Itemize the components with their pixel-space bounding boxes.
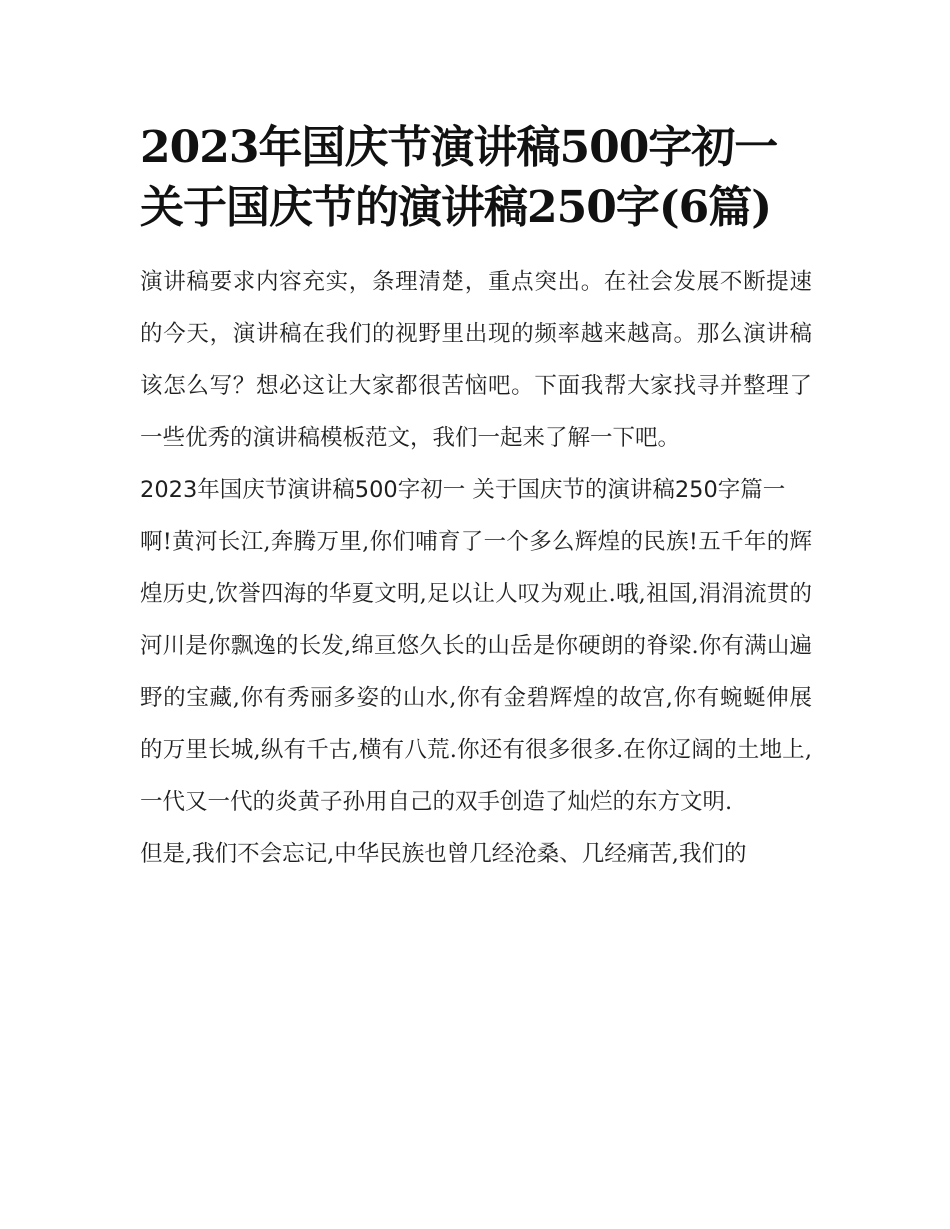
body-paragraph-1: 啊!黄河长江,奔腾万里,你们哺育了一个多么辉煌的民族!五千年的辉煌历史,饮誉四海的华夏文明,足以让人叹为观止.哦,祖国,涓涓流贯的河川是你飘逸的长发,绵亘悠久长的山岳是你硬朗的脊梁.你有满山遍野的宝藏,你有秀丽多姿的山水,你有金碧辉煌的故宫,你有蜿蜒伸展的万里长城,纵有千古,横有八荒.你还有很多很多.在你辽阔的土地上,一代又一代的炎黄子孙用自己的双手创造了灿烂的东方文明. [140,529,812,815]
section-heading: 2023年国庆节演讲稿500字初一 关于国庆节的演讲稿250字篇一 [140,477,786,503]
document-title: 2023年国庆节演讲稿500字初一 关于国庆节的演讲稿250字(6篇) [140,122,778,233]
body-paragraph-2: 但是,我们不会忘记,中华民族也曾几经沧桑、几经痛苦,我们的 [140,841,747,867]
document-page [140,118,812,880]
intro-paragraph: 演讲稿要求内容充实，条理清楚，重点突出。在社会发展不断提速的今天，演讲稿在我们的视野里出现的频率越来越高。那么演讲稿该怎么写？想必这让大家都很苦恼吧。下面我帮大家找寻并整理了一些优秀的演讲稿模板范文，我们一起来了解一下吧。 [140,269,812,451]
